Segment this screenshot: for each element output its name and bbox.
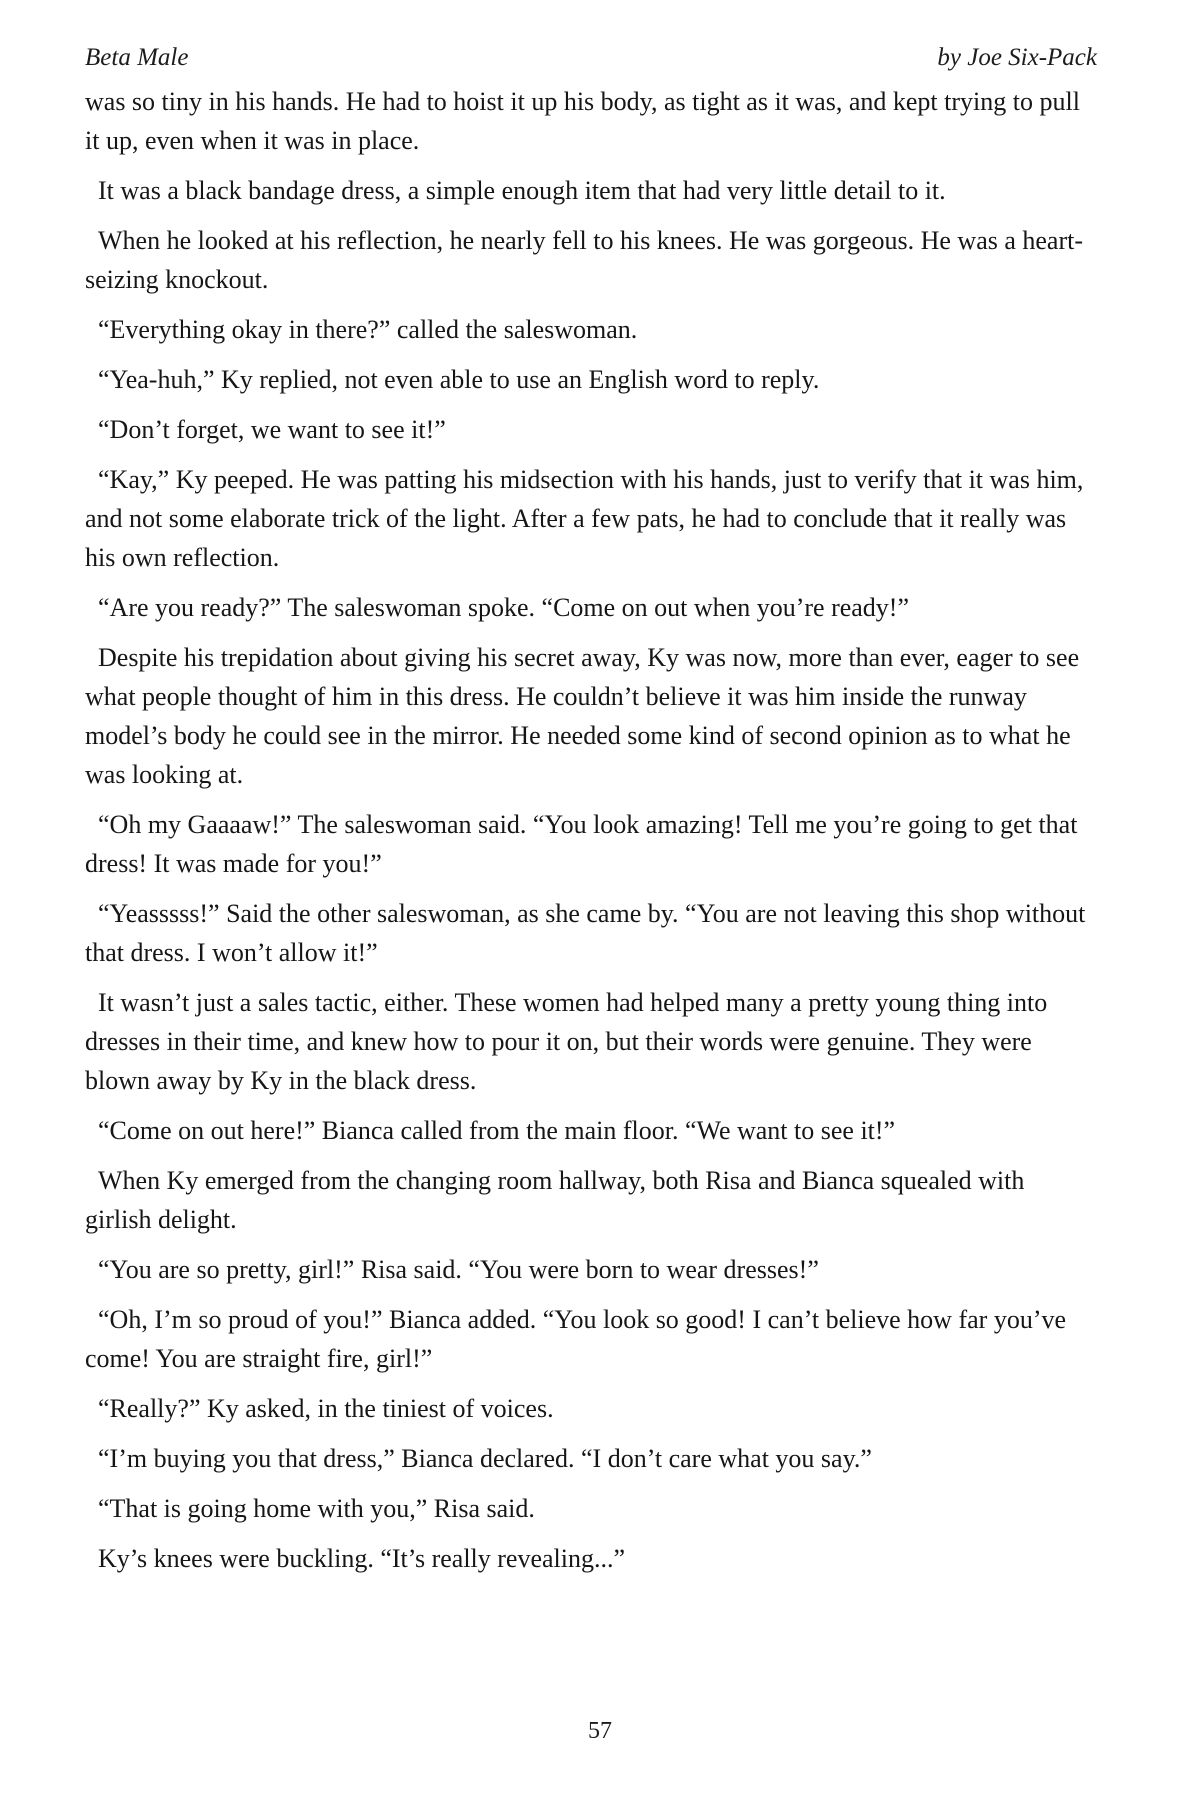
paragraph: Despite his trepidation about giving his secret away, Ky was now, more than ever, eager to see what people thought of him in this dress. He couldn’t believe it was him inside the runway model’s body he could see in the mirror. He needed some kind of second opinion as to what he was looking at. xyxy=(85,643,1080,789)
paragraph: It wasn’t just a sales tactic, either. These women had helped many a pretty young thing into dresses in their time, and knew how to pour it on, but their words were genuine. They were blown away by Ky in the black dress. xyxy=(85,988,1048,1095)
paragraph: “Oh my Gaaaaw!” The saleswoman said. “You look amazing! Tell me you’re going to get that dress! It was made for you!” xyxy=(85,810,1078,878)
paragraph: “That is going home with you,” Risa said. xyxy=(98,1494,535,1523)
paragraph: “Really?” Ky asked, in the tiniest of voices. xyxy=(98,1394,554,1423)
paragraph: “Don’t forget, we want to see it!” xyxy=(98,415,446,444)
running-author: by Joe Six-Pack xyxy=(937,44,1097,71)
paragraph: “Yeasssss!” Said the other saleswoman, as she came by. “You are not leaving this shop without that dress. I won’t allow it!” xyxy=(85,899,1086,967)
paragraph: “Oh, I’m so proud of you!” Bianca added. “You look so good! I can’t believe how far you’ve come! You are straight fire, girl!” xyxy=(85,1305,1067,1373)
paragraph: “Everything okay in there?” called the saleswoman. xyxy=(98,315,638,344)
page-number: 57 xyxy=(588,1718,612,1744)
paragraph: It was a black bandage dress, a simple enough item that had very little detail to it. xyxy=(98,176,946,205)
running-title: Beta Male xyxy=(85,44,189,71)
paragraph: “Come on out here!” Bianca called from the main floor. “We want to see it!” xyxy=(98,1116,896,1145)
paragraph: “Kay,” Ky peeped. He was patting his midsection with his hands, just to verify that it was him, and not some elaborate trick of the light. After a few pats, he had to conclude that it really was his own reflection. xyxy=(85,465,1084,572)
paragraph: “I’m buying you that dress,” Bianca declared. “I don’t care what you say.” xyxy=(98,1444,872,1473)
paragraph: When Ky emerged from the changing room hallway, both Risa and Bianca squealed with girlish delight. xyxy=(85,1166,1025,1234)
paragraph: “Yea-huh,” Ky replied, not even able to use an English word to reply. xyxy=(98,365,820,394)
body-text xyxy=(85,82,1090,1589)
paragraph: “Are you ready?” The saleswoman spoke. “Come on out when you’re ready!” xyxy=(98,593,910,622)
paragraph: Ky’s knees were buckling. “It’s really revealing...” xyxy=(98,1544,626,1573)
paragraph: was so tiny in his hands. He had to hoist it up his body, as tight as it was, and kept trying to pull it up, even when it was in place. xyxy=(85,87,1080,155)
paragraph: When he looked at his reflection, he nearly fell to his knees. He was gorgeous. He was a heart-seizing knockout. xyxy=(85,226,1084,294)
paragraph: “You are so pretty, girl!” Risa said. “You were born to wear dresses!” xyxy=(98,1255,819,1284)
page-header xyxy=(85,44,1097,72)
